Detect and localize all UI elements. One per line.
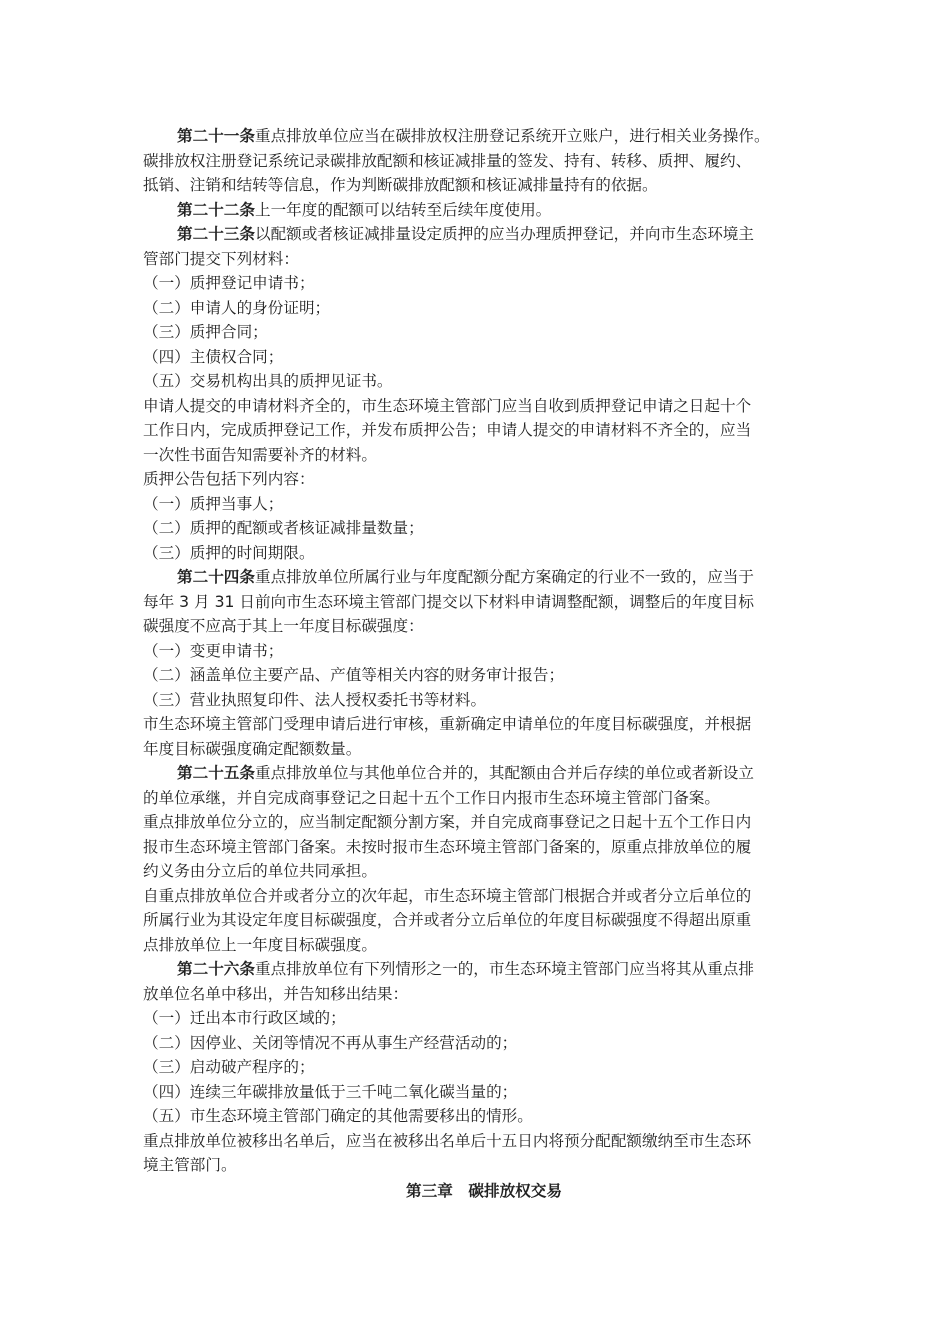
article-26-line-8: 重点排放单位被移出名单后，应当在被移出名单后十五日内将预分配配额缴纳至市生态环 [143,1131,752,1150]
article-26-item-4: （四）连续三年碳排放量低于三千吨二氧化碳当量的； [143,1082,518,1101]
article-24-title: 第二十四条 [177,568,255,586]
article-25-line-1: 第二十五条重点排放单位与其他单位合并的，其配额由合并后存续的单位或者新设立 [177,764,754,782]
article-23-line-8: 申请人提交的申请材料齐全的，市生态环境主管部门应当自收到质押登记申请之日起十个 [143,396,752,415]
article-23-line-11: 质押公告包括下列内容： [143,470,315,488]
document-page [143,124,813,1203]
article-23-line-2: 管部门提交下列材料： [143,249,299,268]
article-24-item-3: （三）营业执照复印件、法人授权委托书等材料。 [143,690,487,709]
chapter-3-heading: 第三章 碳排放权交易 [406,1181,562,1200]
article-23-line-9: 工作日内，完成质押登记工作，并发布质押公告；申请人提交的申请材料不齐全的，应当 [143,421,752,439]
article-23-title: 第二十三条 [177,225,255,243]
article-23-line-1: 第二十三条以配额或者核证减排量设定质押的应当办理质押登记，并向市生态环境主 [177,225,754,243]
article-21-line-2: 碳排放权注册登记系统记录碳排放配额和核证减排量的签发、持有、转移、质押、履约、 [143,151,752,170]
article-26-item-5: （五）市生态环境主管部门确定的其他需要移出的情形。 [143,1107,533,1125]
article-22-line-1: 第二十二条上一年度的配额可以结转至后续年度使用。 [177,200,552,219]
article-26-line-9: 境主管部门。 [143,1156,237,1174]
article-23-notice-item-2: （二）质押的配额或者核证减排量数量； [143,519,424,537]
article-26-item-1: （一）迁出本市行政区域的； [143,1009,346,1027]
article-24-line-3: 碳强度不应高于其上一年度目标碳强度： [143,617,424,635]
article-23-item-3: （三）质押合同； [143,323,268,341]
article-24-item-2: （二）涵盖单位主要产品、产值等相关内容的财务审计报告； [143,666,565,684]
article-23-item-5: （五）交易机构出具的质押见证书。 [143,372,393,390]
article-24-line-7: 市生态环境主管部门受理申请后进行审核，重新确定申请单位的年度目标碳强度，并根据 [143,715,752,733]
article-23-line-10: 一次性书面告知需要补齐的材料。 [143,445,377,464]
article-23-item-2: （二）申请人的身份证明； [143,298,331,317]
article-25-line-8: 点排放单位上一年度目标碳强度。 [143,935,377,954]
article-22-title: 第二十二条 [177,200,255,219]
article-23-item-1: （一）质押登记申请书； [143,274,315,292]
article-25-title: 第二十五条 [177,764,255,782]
article-25-line-6: 自重点排放单位合并或者分立的次年起，市生态环境主管部门根据合并或者分立后单位的 [143,886,752,905]
article-24-line-1: 第二十四条重点排放单位所属行业与年度配额分配方案确定的行业不一致的，应当于 [177,568,754,586]
article-24-line-2: 每年 3 月 31 日前向市生态环境主管部门提交以下材料申请调整配额，调整后的年度目标 [143,592,754,611]
article-26-item-3: （三）启动破产程序的； [143,1058,315,1076]
article-25-line-5: 约义务由分立后的单位共同承担。 [143,862,377,880]
article-25-line-7: 所属行业为其设定年度目标碳强度，合并或者分立后单位的年度目标碳强度不得超出原重 [143,911,752,929]
article-23-item-4: （四）主债权合同； [143,347,284,366]
article-21-line-3: 抵销、注销和结转等信息，作为判断碳排放配额和核证减排量持有的依据。 [143,176,658,194]
article-25-line-4: 报市生态环境主管部门备案。未按时报市生态环境主管部门备案的，原重点排放单位的履 [143,837,752,856]
article-21-line-1: 第二十一条重点排放单位应当在碳排放权注册登记系统开立账户，进行相关业务操作。 [177,127,770,145]
article-24-item-1: （一）变更申请书； [143,641,284,660]
article-21-title: 第二十一条 [177,127,255,145]
article-26-title: 第二十六条 [177,960,255,978]
article-23-notice-item-3: （三）质押的时间期限。 [143,543,315,562]
article-25-line-3: 重点排放单位分立的，应当制定配额分割方案，并自完成商事登记之日起十五个工作日内 [143,813,752,831]
article-25-line-2: 的单位承继，并自完成商事登记之日起十五个工作日内报市生态环境主管部门备案。 [143,788,720,807]
article-26-line-1: 第二十六条重点排放单位有下列情形之一的，市生态环境主管部门应当将其从重点排 [177,960,754,978]
article-26-item-2: （二）因停业、关闭等情况不再从事生产经营活动的； [143,1033,518,1052]
article-26-line-2: 放单位名单中移出，并告知移出结果： [143,984,409,1003]
article-24-line-8: 年度目标碳强度确定配额数量。 [143,739,362,758]
article-23-notice-item-1: （一）质押当事人； [143,494,284,513]
